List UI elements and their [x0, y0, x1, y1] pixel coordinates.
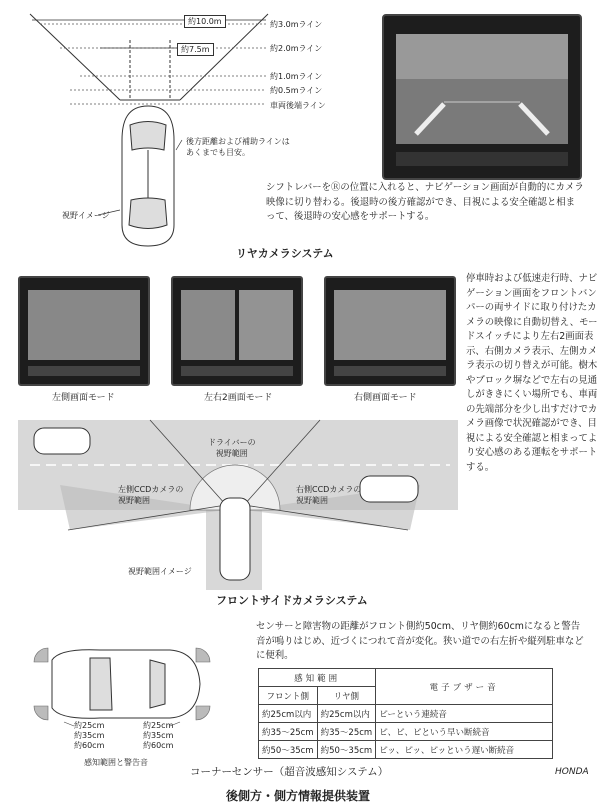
row3-sound: ピッ、ピッ、ピッという遅い断続音 — [376, 741, 553, 759]
left-dist-list — [74, 721, 104, 751]
left-ccd-label: 左側CCDカメラの 視野範囲 — [118, 485, 184, 505]
view-range-image-label: 視野範囲イメージ — [128, 567, 192, 576]
rear-line-0-5m: 約0.5mライン — [270, 86, 323, 95]
row1-front: 約25cm以内 — [259, 705, 318, 723]
mode-label-right: 右側画面モード — [354, 393, 417, 403]
row2-sound: ピ、ピ、ピという早い断続音 — [376, 723, 553, 741]
right-dist-60: 約60cm — [143, 741, 174, 750]
row1-rear: 約25cm以内 — [317, 705, 376, 723]
driver-view-label: ドライバーの 視野範囲 — [208, 438, 256, 458]
corner-description: センサーと障害物の距離がフロント側約50cm、リヤ側約60cmになると警告音が鳴りはじめ、近づくにつれて音が変化。狭い道での右左折や縦列駐車などに便利。 — [256, 621, 584, 661]
buzzer-table — [258, 668, 553, 759]
mode-label-both: 左右2画面モード — [204, 393, 273, 403]
rear-note: 後方距離および補助ラインは あくまでも目安。 — [186, 137, 290, 157]
row1-sound: ピーという連続音 — [376, 705, 553, 723]
left-dist-60: 約60cm — [74, 741, 105, 750]
left-dist-25: 約25cm — [74, 721, 105, 730]
rear-line-rear: 車両後端ライン — [270, 101, 326, 110]
front-description: 停車時および低速走行時、ナビゲーション画面をフロントバンパーの両サイドに取り付けたカメラの映像に自動切替え、モードスイッチにより左右2画面表示、右側カメラ表示、左側カメラ表示の切り替えが可能。樹木やブロック塀などで左右の見通しがききにくい場所でも、車両の先端部分を少し出すだけでカメラ画像で状況確認ができ、目視による安全確認と相まってより安心感のある運転をサポートする。 — [466, 273, 598, 473]
right-dist-list — [143, 721, 173, 751]
rear-view-image-label: 視野イメージ — [62, 211, 110, 220]
table-row — [259, 741, 553, 759]
row3-rear: 約50～35cm — [317, 741, 376, 759]
corner-caption: コーナーセンサー（超音波感知システム） — [190, 766, 389, 778]
front-caption: フロントサイドカメラシステム — [216, 594, 368, 607]
left-dist-35: 約35cm — [74, 731, 105, 740]
table-row — [259, 705, 553, 723]
row2-rear: 約35～25cm — [317, 723, 376, 741]
rear-caption: リヤカメラシステム — [236, 247, 334, 260]
page-caption: 後側方・側方情報提供装置 — [226, 789, 371, 803]
th-rear: リヤ側 — [317, 687, 376, 705]
rear-dist-10m: 約10.0m — [184, 15, 226, 28]
row3-front: 約50～35cm — [259, 741, 318, 759]
right-dist-35: 約35cm — [143, 731, 174, 740]
rear-line-2m: 約2.0mライン — [270, 44, 323, 53]
rear-line-3m: 約3.0mライン — [270, 20, 323, 29]
range-caption: 感知範囲と警告音 — [84, 758, 148, 767]
brand-label: HONDA — [555, 767, 589, 777]
th-buzzer: 電子ブザー音 — [376, 669, 553, 705]
rear-dist-7-5m: 約7.5m — [177, 43, 214, 56]
rear-description: シフトレバーをⓇの位置に入れると、ナビゲーション画面が自動的にカメラ映像に切り替わる。後退時の後方確認ができ、目視による安全確認と相まって、後退時の安心感をサポートする。 — [266, 182, 584, 222]
table-row — [259, 723, 553, 741]
row2-front: 約35～25cm — [259, 723, 318, 741]
right-ccd-label: 右側CCDカメラの 視野範囲 — [296, 485, 362, 505]
right-dist-25: 約25cm — [143, 721, 174, 730]
th-front: フロント側 — [259, 687, 318, 705]
mode-label-left: 左側画面モード — [52, 393, 115, 403]
th-range: 感知範囲 — [259, 669, 376, 687]
rear-line-1m: 約1.0mライン — [270, 72, 323, 81]
